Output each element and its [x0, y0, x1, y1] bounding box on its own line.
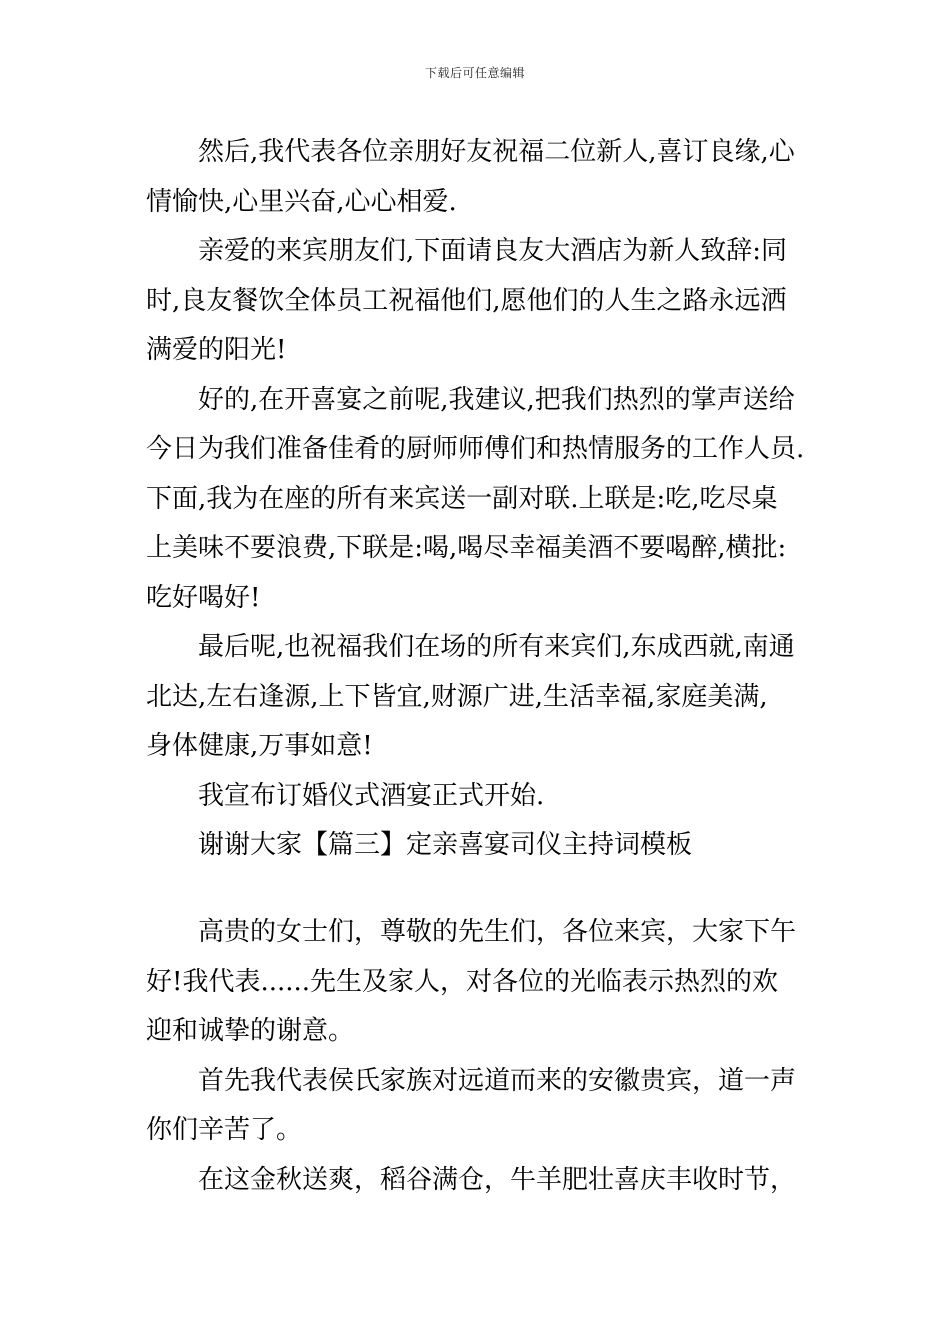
text-line: [146, 821, 808, 871]
text-line-content: 在这金秋送爽，稻谷满仓，牛羊肥壮喜庆丰收时节，: [198, 1164, 797, 1195]
text-line: [146, 326, 808, 376]
paragraph: [146, 128, 808, 227]
paragraph: [146, 623, 808, 772]
text-line-content: 亲爱的来宾朋友们,下面请良友大酒店为新人致辞:同: [198, 236, 788, 266]
paragraph: [146, 772, 808, 822]
paragraph: [146, 821, 808, 871]
text-line-content: 谢谢大家【篇三】定亲喜宴司仪主持词模板: [198, 830, 693, 860]
text-line-content: 迎和诚挚的谢意。: [146, 1016, 355, 1046]
text-line-content: 好!我代表......先生及家人，对各位的光临表示热烈的欢: [146, 966, 779, 997]
text-line-content: 然后,我代表各位亲朋好友祝福二位新人,喜订良缘,心: [198, 137, 795, 167]
paragraph: [146, 1156, 808, 1206]
paragraph: [146, 227, 808, 376]
text-line-content: 满爱的阳光!: [146, 335, 287, 365]
text-line: [146, 1057, 808, 1107]
text-line-content: 高贵的女士们，尊敬的先生们，各位来宾，大家下午: [198, 917, 797, 947]
document-body-b: [146, 908, 808, 1205]
text-line: [146, 475, 808, 525]
text-line-content: 上美味不要浪费,下联是:喝,喝尽幸福美酒不要喝醉,横批:: [146, 533, 787, 563]
text-line: [146, 128, 808, 178]
text-line: [146, 178, 808, 228]
text-line: [146, 1156, 808, 1206]
text-line-content: 好的,在开喜宴之前呢,我建议,把我们热烈的掌声送给: [198, 384, 795, 415]
text-line: [146, 673, 808, 723]
text-line: [146, 277, 808, 327]
text-line: [146, 1106, 808, 1156]
text-line-content: 首先我代表侯氏家族对远道而来的安徽贵宾，道一声: [198, 1065, 797, 1096]
text-line: [146, 623, 808, 673]
paragraph: [146, 376, 808, 624]
text-line: [146, 772, 808, 822]
text-line-content: 情愉快,心里兴奋,心心相爱.: [146, 186, 457, 217]
text-line-content: 我宣布订婚仪式酒宴正式开始.: [198, 780, 545, 811]
text-line: [146, 722, 808, 772]
text-line-content: 下面,我为在座的所有来宾送一副对联.上联是:吃,吃尽桌: [146, 483, 778, 514]
text-line: [146, 958, 808, 1008]
text-line-content: 吃好喝好!: [146, 582, 261, 613]
text-line-content: 今日为我们准备佳肴的厨师师傅们和热情服务的工作人员.: [146, 434, 805, 464]
text-line: [146, 425, 808, 475]
text-line-content: 北达,左右逢源,上下皆宜,财源广进,生活幸福,家庭美满,: [146, 681, 768, 712]
text-line-content: 时,良友餐饮全体员工祝福他们,愿他们的人生之路永远洒: [146, 285, 787, 316]
document-body-a: [146, 128, 808, 871]
text-line: [146, 1007, 808, 1057]
text-line-content: 最后呢,也祝福我们在场的所有来宾们,东成西就,南通: [198, 632, 795, 662]
text-line: [146, 524, 808, 574]
text-line-content: 身体健康,万事如意!: [146, 731, 373, 761]
paragraph: [146, 908, 808, 1057]
paragraph: [146, 1057, 808, 1156]
text-line: [146, 376, 808, 426]
text-line: [146, 227, 808, 277]
text-line-content: 你们辛苦了。: [146, 1115, 303, 1145]
text-line: [146, 908, 808, 958]
header-note: 下载后可任意编辑: [424, 66, 525, 80]
text-line: [146, 574, 808, 624]
